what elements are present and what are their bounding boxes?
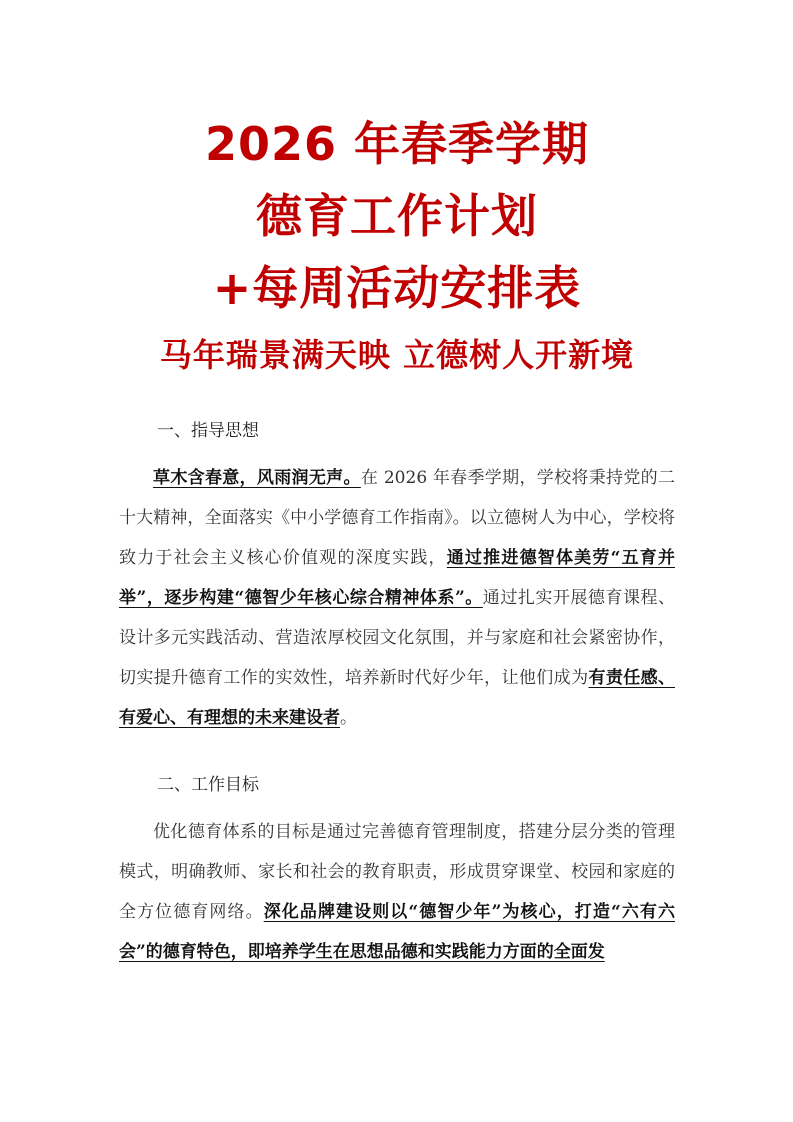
- title-block: [119, 0, 675, 378]
- title-line-2: 德育工作计划: [256, 189, 538, 243]
- section-heading-guiding-ideology: 一、指导思想: [157, 421, 259, 441]
- title-line-3: +每周活动安排表: [212, 261, 582, 315]
- body-text: 优化德育体系的目标是通过完善德育管理制度，搭建分层分类的管理模式，明确教师、家长和社会的教育职责，形成贯穿课堂、校园和家庭的全方位德育网络。: [119, 822, 675, 922]
- paragraph-work-goals: [119, 812, 675, 972]
- body-text: 。: [340, 708, 357, 728]
- section-heading-work-goals: 二、工作目标: [157, 775, 259, 795]
- body-text: 通过扎实开展德育课程、设计多元实践活动、营造浓厚校园文化氛围，并与家庭和社会紧密协作，切实提升德育工作的实效性，培养新时代好少年，让他们成为: [119, 588, 676, 688]
- title-line-1: 2026 年春季学期: [204, 117, 590, 171]
- emphasis-text: 草木含春意，风雨润无声。: [153, 468, 361, 488]
- emphasis-text: 通过推进德智体美劳“五育并举”，逐步构建“德智少年核心综合精神体系”。: [119, 548, 675, 608]
- subtitle: 马年瑞景满天映 立德树人开新境: [159, 336, 635, 374]
- paragraph-guiding-ideology: [119, 458, 675, 738]
- body-text: 在 2026 年春季学期，学校将秉持党的二十大精神，全面落实《中小学德育工作指南》。以立德树人为中心，学校将致力于社会主义核心价值观的深度实践，: [119, 468, 675, 568]
- emphasis-text: 有责任感、有爱心、有理想的未来建设者: [119, 668, 676, 728]
- emphasis-text: 深化品牌建设则以“德智少年”为核心，打造“六有六会”的德育特色，即培养学生在思想品德和实践能力方面的全面发: [119, 902, 675, 962]
